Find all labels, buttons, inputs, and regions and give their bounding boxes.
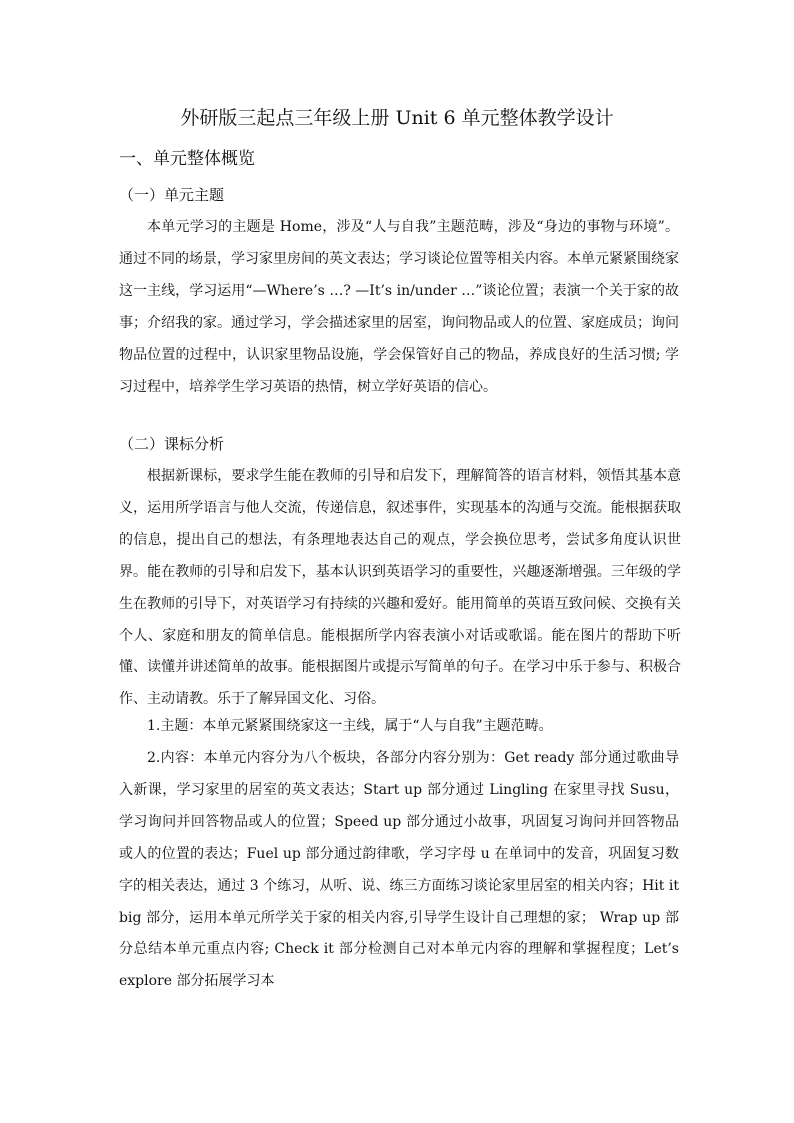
- document-title: 外研版三起点三年级上册 Unit 6 单元整体教学设计: [180, 107, 614, 129]
- paragraph-topic: 1.主题：本单元紧紧围绕家这一主线，属于“人与自我”主题范畴。: [147, 718, 553, 734]
- section-heading-overview: 一、单元整体概览: [119, 149, 255, 169]
- subsection-heading-curriculum: （二）课标分析: [119, 435, 225, 453]
- paragraph-theme: 本单元学习的主题是 Home，涉及“人与自我”主题范畴，涉及“身边的事物与环境”。通过不同的场景，学习家里房间的英文表达；学习谈论位置等相关内容。本单元紧紧围绕家这一主线，学习运用“—Where’s …? —It’s in/under …”谈论位置；表演一个关于家的故事；介绍我的家。通过学习，学会描述家里的居室，询问物品或人的位置、家庭成员；询问物品位置的过程中，认识家里物品设施，学会保管好自己的物品，养成良好的生活习惯; 学习过程中，培养学生学习英语的热情，树立学好英语的信心。: [119, 219, 679, 395]
- paragraph-content: 2.内容：本单元内容分为八个板块，各部分内容分别为：Get ready 部分通过歌曲导入新课，学习家里的居室的英文表达；Start up 部分通过 Lingling 在家里寻找 Susu，学习询问并回答物品或人的位置；Speed up 部分通过小故事，巩固复习询问并回答物品或人的位置的表达；Fuel up 部分通过韵律歌，学习字母 u 在单词中的发音，巩固复习数字的相关表达，通过 3 个练习，从听、说、练三方面练习谈论家里居室的相关内容；Hit it big 部分，运用本单元所学关于家的相关内容,引导学生设计自己理想的家； Wrap up 部分总结本单元重点内容; Check it 部分检测自己对本单元内容的理解和掌握程度；Let’s explore 部分拓展学习本: [119, 750, 679, 990]
- paragraph-curriculum: 根据新课标，要求学生能在教师的引导和启发下，理解简答的语言材料，领悟其基本意义，运用所学语言与他人交流，传递信息，叙述事件，实现基本的沟通与交流。能根据获取的信息，提出自己的想法，有条理地表达自己的观点，学会换位思考，尝试多角度认识世界。能在教师的引导和启发下，基本认识到英语学习的重要性，兴趣逐渐增强。三年级的学生在教师的引导下，对英语学习有持续的兴趣和爱好。能用简单的英语互致问候、交换有关个人、家庭和朋友的简单信息。能根据所学内容表演小对话或歌谣。能在图片的帮助下听懂、读懂并讲述简单的故事。能根据图片或提示写简单的句子。在学习中乐于参与、积极合作、主动请教。乐于了解异国文化、习俗。: [119, 468, 681, 708]
- subsection-heading-theme: （一）单元主题: [119, 186, 225, 204]
